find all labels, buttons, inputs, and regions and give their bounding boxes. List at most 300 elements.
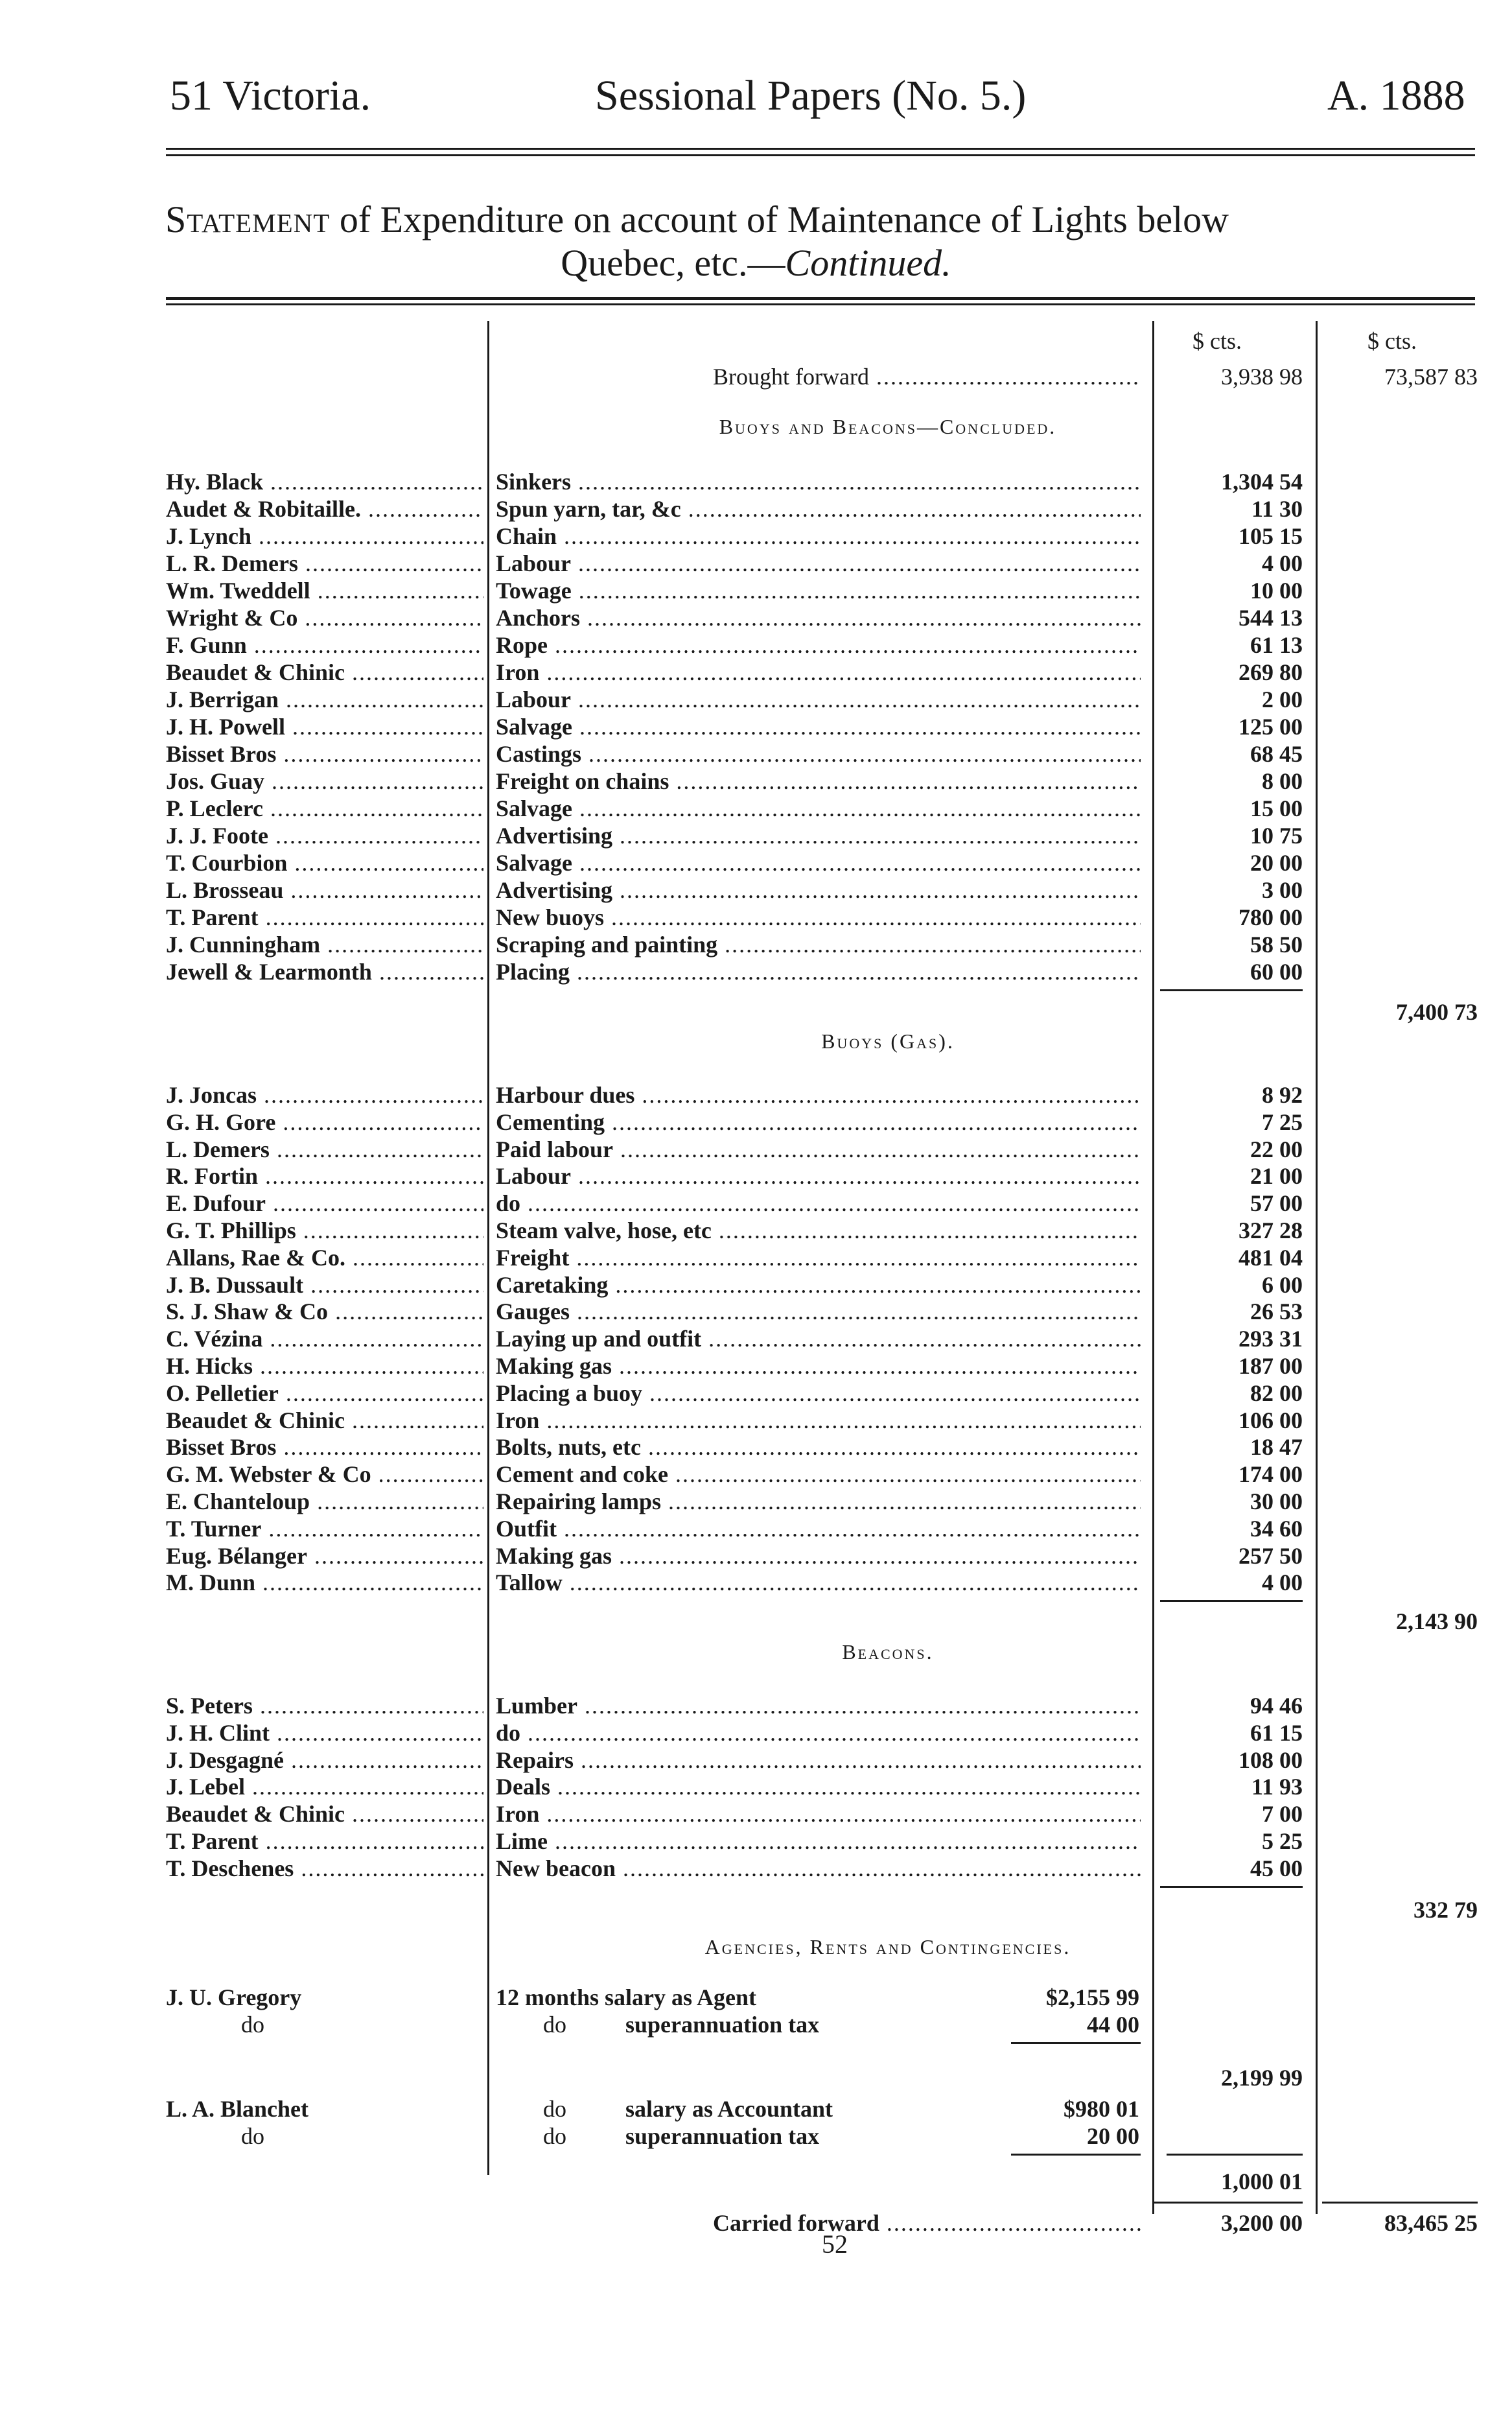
item-description-text: Freight on chains	[496, 768, 669, 794]
table-row	[0, 1190, 1512, 1217]
payee-name	[166, 958, 483, 985]
item-amount: 106 00	[1239, 1407, 1303, 1433]
item-description	[496, 1433, 1141, 1461]
table-row	[0, 631, 1512, 659]
payee-name	[166, 1692, 483, 1719]
item-amount: 58 50	[1250, 932, 1303, 958]
payee-name	[166, 768, 483, 795]
payee-name	[166, 686, 483, 713]
payee-name-text: E. Dufour	[166, 1190, 266, 1217]
agency-blanchet-desc1-ditto: do	[543, 2096, 566, 2122]
item-description	[496, 1773, 1141, 1800]
payee-name	[166, 1515, 483, 1542]
item-description	[496, 1352, 1141, 1380]
item-amount: 544 13	[1239, 605, 1303, 631]
item-amount: 4 00	[1262, 550, 1303, 576]
payee-name-text: Hy. Black	[166, 469, 264, 495]
agency-column-subtotal-rule	[1167, 2154, 1303, 2156]
item-description	[496, 740, 1141, 768]
payee-name-text: Beaudet & Chinic	[166, 659, 345, 685]
payee-name-text: P. Leclerc	[166, 795, 263, 821]
carried-forward-amount: 3,200 00	[1221, 2210, 1303, 2236]
payee-name	[166, 1407, 483, 1434]
agency-gregory-name: J. U. Gregory	[166, 1984, 302, 2010]
item-description	[496, 1692, 1141, 1719]
item-description	[496, 1542, 1141, 1570]
item-description-text: Sinkers	[496, 469, 572, 495]
table-row	[0, 1380, 1512, 1407]
table-row	[0, 1433, 1512, 1461]
item-description	[496, 1109, 1141, 1136]
item-amount: 125 00	[1239, 714, 1303, 740]
item-amount: 60 00	[1250, 959, 1303, 985]
table-row	[0, 495, 1512, 523]
item-description-text: Advertising	[496, 877, 612, 903]
payee-name-text: Beaudet & Chinic	[166, 1407, 345, 1433]
brought-forward-row	[0, 363, 1512, 390]
payee-name	[166, 1855, 483, 1882]
item-description-text: Anchors	[496, 605, 581, 631]
agency-gregory-amt1: $2,155 99	[1046, 1984, 1139, 2010]
item-amount: 293 31	[1239, 1326, 1303, 1352]
item-description-text: Cement and coke	[496, 1461, 668, 1488]
table-row	[0, 468, 1512, 495]
table-row	[0, 1244, 1512, 1271]
payee-name-text: F. Gunn	[166, 632, 247, 658]
item-description	[496, 550, 1141, 577]
item-description-text: Repairs	[496, 1746, 574, 1773]
item-amount: 21 00	[1250, 1163, 1303, 1190]
payee-name	[166, 550, 483, 577]
payee-name-text: T. Turner	[166, 1515, 262, 1542]
payee-name-text: J. Cunningham	[166, 932, 321, 958]
payee-name	[166, 1190, 483, 1217]
brought-forward-amount: 3,938 98	[1221, 364, 1303, 390]
section-heading-buoys-gas: Buoys (Gas).	[821, 1029, 955, 1053]
payee-name-text: T. Courbion	[166, 850, 288, 876]
payee-name-text: Wright & Co	[166, 605, 298, 631]
item-description	[496, 713, 1141, 740]
section-total: 332 79	[1413, 1896, 1478, 1923]
title-lead: Statement	[165, 198, 331, 241]
payee-name	[166, 1271, 483, 1299]
section-heading-agencies: Agencies, Rents and Contingencies.	[704, 1935, 1071, 1958]
section-total-row	[0, 998, 1512, 1026]
table-row	[0, 822, 1512, 849]
item-amount: 105 15	[1239, 523, 1303, 549]
item-amount: 6 00	[1262, 1271, 1303, 1298]
agency-gregory-amt2: 44 00	[1087, 2012, 1139, 2038]
item-amount: 11 30	[1251, 496, 1303, 522]
item-description	[496, 822, 1141, 849]
title-rest: of Expenditure on account of Maintenance of Lights below	[330, 198, 1229, 241]
item-description	[496, 577, 1141, 604]
table-row	[0, 768, 1512, 795]
item-amount: 8 92	[1262, 1082, 1303, 1108]
payee-name-text: J. Desgagné	[166, 1746, 284, 1773]
payee-name-text: O. Pelletier	[166, 1380, 279, 1406]
payee-name-text: J. B. Dussault	[166, 1271, 304, 1298]
table-row	[0, 659, 1512, 686]
item-amount: 4 00	[1262, 1570, 1303, 1596]
item-amount: 10 75	[1250, 823, 1303, 849]
item-description-text: Freight	[496, 1244, 570, 1271]
payee-name-text: L. Demers	[166, 1136, 270, 1162]
table-row	[0, 1855, 1512, 1882]
item-description-text: Steam valve, hose, etc	[496, 1217, 712, 1243]
item-description-text: Deals	[496, 1774, 550, 1800]
item-description	[496, 1800, 1141, 1828]
item-description-text: Outfit	[496, 1515, 557, 1542]
payee-name	[166, 1081, 483, 1109]
table-row	[0, 740, 1512, 768]
table-row	[0, 876, 1512, 904]
payee-name	[166, 495, 483, 523]
item-amount: 10 00	[1250, 578, 1303, 604]
item-description-text: Gauges	[496, 1299, 570, 1325]
item-description	[496, 904, 1141, 931]
payee-name-text: C. Vézina	[166, 1326, 263, 1352]
payee-name-text: E. Chanteloup	[166, 1488, 310, 1514]
agency-gregory-desc2-ditto: do	[543, 2012, 566, 2038]
item-description	[496, 876, 1141, 904]
item-description-text: Making gas	[496, 1542, 612, 1569]
table-row	[0, 577, 1512, 604]
item-description-text: Salvage	[496, 850, 573, 876]
agency-blanchet-amt1: $980 01	[1064, 2096, 1139, 2122]
agency-gregory-total: 2,199 99	[1221, 2065, 1303, 2091]
item-description	[496, 931, 1141, 958]
payee-name-text: J. Joncas	[166, 1082, 257, 1108]
agency-blanchet-amt2: 20 00	[1087, 2123, 1139, 2149]
item-description	[496, 768, 1141, 795]
item-description-text: Salvage	[496, 714, 573, 740]
item-description-text: Bolts, nuts, etc	[496, 1434, 641, 1461]
payee-name	[166, 1746, 483, 1774]
agency-blanchet-total: 1,000 01	[1221, 2169, 1303, 2194]
payee-name	[166, 1719, 483, 1746]
payee-name-text: Jos. Guay	[166, 768, 265, 794]
table-row	[0, 931, 1512, 958]
table-row	[0, 1352, 1512, 1380]
item-description	[496, 604, 1141, 631]
item-description-text: Towage	[496, 578, 572, 604]
item-amount: 269 80	[1239, 659, 1303, 685]
header-center: Sessional Papers (No. 5.)	[595, 72, 1027, 119]
payee-name-text: Allans, Rae & Co.	[166, 1244, 345, 1271]
item-amount: 187 00	[1239, 1353, 1303, 1379]
payee-name	[166, 713, 483, 740]
item-description-text: New beacon	[496, 1855, 616, 1881]
item-amount: 780 00	[1239, 904, 1303, 930]
item-description-text: Repairing lamps	[496, 1488, 662, 1514]
agency-blanchet-desc1: salary as Accountant	[625, 2096, 833, 2122]
item-description-text: Making gas	[496, 1353, 612, 1379]
item-amount: 34 60	[1250, 1515, 1303, 1542]
subtitle-italic: Continued.	[785, 242, 951, 284]
item-description	[496, 1488, 1141, 1515]
item-description	[496, 1746, 1141, 1774]
table-row	[0, 1569, 1512, 1596]
item-amount: 2 00	[1262, 687, 1303, 712]
title-rule-top	[166, 297, 1475, 300]
item-description	[496, 1515, 1141, 1542]
header-rule-bottom	[166, 154, 1475, 156]
payee-name	[166, 1773, 483, 1800]
payee-name-text: R. Fortin	[166, 1163, 258, 1190]
leader-dots	[869, 364, 1141, 390]
table-row	[0, 1298, 1512, 1325]
item-amount: 7 00	[1262, 1801, 1303, 1828]
table-row	[0, 1217, 1512, 1244]
agency-gregory-subtotal-rule	[1011, 2042, 1141, 2044]
payee-name-text: G. M. Webster & Co	[166, 1461, 371, 1488]
payee-name	[166, 1433, 483, 1461]
statement-title	[165, 198, 1487, 241]
item-description	[496, 523, 1141, 550]
subtitle-plain: Quebec, etc.—	[561, 242, 785, 284]
payee-name	[166, 523, 483, 550]
item-description-text: New buoys	[496, 904, 605, 930]
item-amount: 26 53	[1250, 1299, 1303, 1325]
table-row	[0, 1800, 1512, 1828]
table-row	[0, 1692, 1512, 1719]
item-amount: 5 25	[1262, 1828, 1303, 1854]
item-description-text: Labour	[496, 550, 572, 576]
payee-name-text: J. J. Foote	[166, 823, 268, 849]
item-amount: 20 00	[1250, 850, 1303, 876]
page-number: 52	[822, 2229, 848, 2259]
item-amount: 15 00	[1250, 795, 1303, 821]
table-row	[0, 604, 1512, 631]
item-description	[496, 631, 1141, 659]
payee-name-text: H. Hicks	[166, 1353, 253, 1379]
table-row	[0, 1109, 1512, 1136]
item-description	[496, 1828, 1141, 1855]
table-row	[0, 1136, 1512, 1163]
item-description-text: Iron	[496, 1407, 540, 1433]
payee-name	[166, 631, 483, 659]
section-total-row	[0, 1896, 1512, 1923]
item-description	[496, 1162, 1141, 1190]
item-description	[496, 795, 1141, 822]
table-row	[0, 1081, 1512, 1109]
table-row	[0, 1828, 1512, 1855]
item-description-text: Tallow	[496, 1570, 563, 1596]
item-amount: 57 00	[1250, 1190, 1303, 1217]
payee-name-text: L. Brosseau	[166, 877, 284, 903]
table-row	[0, 849, 1512, 876]
payee-name-text: G. T. Phillips	[166, 1217, 296, 1243]
item-amount: 94 46	[1250, 1693, 1303, 1719]
carried-forward-rule-1	[1154, 2202, 1303, 2204]
item-amount: 82 00	[1250, 1380, 1303, 1406]
item-description	[496, 1461, 1141, 1488]
item-description-text: do	[496, 1190, 521, 1217]
col2-unit: $ cts.	[1367, 328, 1417, 354]
item-description	[496, 1244, 1141, 1271]
section-total-row	[0, 1608, 1512, 1635]
item-description-text: Lime	[496, 1828, 548, 1854]
payee-name	[166, 1569, 483, 1596]
item-amount: 61 15	[1250, 1719, 1303, 1746]
section-heading-buoys-beacons: Buoys and Beacons—Concluded.	[719, 415, 1057, 438]
item-description-text: Advertising	[496, 823, 612, 849]
table-row	[0, 958, 1512, 985]
item-amount: 108 00	[1239, 1746, 1303, 1773]
item-description-text: Placing	[496, 959, 570, 985]
payee-name-text: M. Dunn	[166, 1570, 256, 1596]
carried-forward-rule-2	[1322, 2202, 1478, 2204]
payee-name-text: J. Berrigan	[166, 687, 279, 712]
header-rule-top	[166, 148, 1475, 150]
item-description-text: Placing a buoy	[496, 1380, 643, 1406]
brought-forward-text: Brought forward	[713, 364, 869, 390]
item-description-text: Rope	[496, 632, 548, 658]
payee-name	[166, 1488, 483, 1515]
table-row	[0, 904, 1512, 931]
item-amount: 257 50	[1239, 1542, 1303, 1569]
table-row	[0, 1542, 1512, 1570]
payee-name	[166, 604, 483, 631]
payee-name-text: J. Lebel	[166, 1774, 245, 1800]
agency-blanchet-desc2-ditto: do	[543, 2123, 566, 2149]
item-description-text: Paid labour	[496, 1136, 614, 1162]
payee-name	[166, 1542, 483, 1570]
item-description	[496, 659, 1141, 686]
section-total: 2,143 90	[1396, 1608, 1478, 1635]
carried-forward-total: 83,465 25	[1384, 2210, 1478, 2236]
payee-name-text: J. H. Powell	[166, 714, 285, 740]
item-description-text: Scraping and painting	[496, 932, 718, 958]
payee-name	[166, 904, 483, 931]
payee-name-text: Eug. Bélanger	[166, 1542, 308, 1569]
agency-gregory-desc2: superannuation tax	[625, 2012, 820, 2038]
payee-name	[166, 795, 483, 822]
header-right: A. 1888	[1327, 72, 1465, 119]
item-description	[496, 1081, 1141, 1109]
header-left: 51 Victoria.	[170, 72, 371, 119]
item-amount: 30 00	[1250, 1488, 1303, 1514]
agency-blanchet-subtotal-rule	[1011, 2154, 1141, 2156]
carried-forward-label	[713, 2209, 1141, 2237]
payee-name-text: Wm. Tweddell	[166, 578, 310, 604]
item-description-text: Salvage	[496, 795, 573, 821]
payee-name	[166, 931, 483, 958]
table-row	[0, 1407, 1512, 1434]
payee-name	[166, 822, 483, 849]
payee-name-text: Audet & Robitaille.	[166, 496, 361, 522]
section-subtotal-rule	[1160, 1600, 1303, 1602]
payee-name	[166, 1800, 483, 1828]
item-description-text: Labour	[496, 1163, 572, 1190]
payee-name-text: Jewell & Learmonth	[166, 959, 372, 985]
leader-dots	[879, 2210, 1141, 2236]
item-description	[496, 1136, 1141, 1163]
brought-forward-label	[713, 363, 1141, 390]
payee-name-text: Bisset Bros	[166, 1434, 277, 1461]
payee-name	[166, 1109, 483, 1136]
item-description	[496, 468, 1141, 495]
table-row	[0, 1488, 1512, 1515]
item-description-text: Caretaking	[496, 1271, 609, 1298]
carried-forward-row	[0, 2209, 1512, 2237]
item-description	[496, 1271, 1141, 1299]
col1-unit: $ cts.	[1192, 328, 1242, 354]
table-row	[0, 1746, 1512, 1774]
table-row	[0, 550, 1512, 577]
section-total: 7,400 73	[1396, 999, 1478, 1025]
statement-subtitle	[0, 241, 1512, 285]
brought-forward-total: 73,587 83	[1384, 364, 1478, 390]
item-amount: 11 93	[1251, 1774, 1303, 1800]
payee-name	[166, 1136, 483, 1163]
item-description	[496, 1325, 1141, 1352]
payee-name	[166, 740, 483, 768]
item-amount: 45 00	[1250, 1855, 1303, 1881]
agency-gregory-name-ditto: do	[241, 2012, 264, 2038]
item-amount: 68 45	[1250, 741, 1303, 767]
table-row	[0, 1325, 1512, 1352]
item-description	[496, 1190, 1141, 1217]
payee-name	[166, 1244, 483, 1271]
item-description-text: Spun yarn, tar, &c	[496, 496, 681, 522]
payee-name	[166, 849, 483, 876]
payee-name-text: J. H. Clint	[166, 1719, 270, 1746]
agency-blanchet-desc2: superannuation tax	[625, 2123, 820, 2149]
item-amount: 481 04	[1239, 1244, 1303, 1271]
table-row	[0, 523, 1512, 550]
payee-name	[166, 577, 483, 604]
agency-blanchet-name-ditto: do	[241, 2123, 264, 2149]
carried-forward-text: Carried forward	[713, 2210, 879, 2236]
payee-name	[166, 1325, 483, 1352]
item-amount: 3 00	[1262, 877, 1303, 903]
agency-blanchet-name: L. A. Blanchet	[166, 2096, 309, 2122]
item-description-text: Castings	[496, 741, 582, 767]
table-row	[0, 1271, 1512, 1299]
payee-name-text: Bisset Bros	[166, 741, 277, 767]
table-row	[0, 1162, 1512, 1190]
title-rule-bottom	[166, 303, 1475, 305]
payee-name	[166, 1461, 483, 1488]
payee-name	[166, 1380, 483, 1407]
item-description	[496, 1855, 1141, 1882]
item-description	[496, 1298, 1141, 1325]
item-description	[496, 1380, 1141, 1407]
item-description	[496, 495, 1141, 523]
table-row	[0, 795, 1512, 822]
item-description-text: Iron	[496, 659, 540, 685]
item-description	[496, 1569, 1141, 1596]
item-description-text: do	[496, 1719, 521, 1746]
payee-name-text: G. H. Gore	[166, 1109, 276, 1135]
item-description-text: Iron	[496, 1801, 540, 1828]
item-amount: 22 00	[1250, 1136, 1303, 1162]
section-subtotal-rule	[1160, 1886, 1303, 1888]
table-row	[0, 1719, 1512, 1746]
item-description-text: Chain	[496, 523, 557, 549]
item-amount: 327 28	[1239, 1217, 1303, 1243]
item-amount: 7 25	[1262, 1109, 1303, 1135]
item-description	[496, 958, 1141, 985]
item-description	[496, 1217, 1141, 1244]
payee-name-text: T. Parent	[166, 904, 259, 930]
agency-gregory-desc1: 12 months salary as Agent	[496, 1984, 757, 2010]
table-row	[0, 713, 1512, 740]
item-amount: 18 47	[1250, 1434, 1303, 1461]
payee-name-text: S. Peters	[166, 1693, 253, 1719]
